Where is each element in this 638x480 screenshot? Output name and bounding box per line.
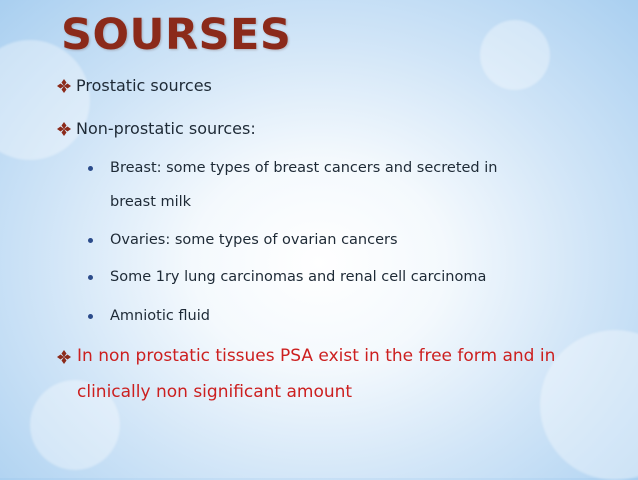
sub-bullet-text: Amniotic fluid (110, 308, 210, 324)
bullet-text: Non-prostatic sources: (76, 119, 256, 138)
sub-bullet-text: Some 1ry lung carcinomas and renal cell carcinoma (110, 269, 487, 285)
sub-bullet-continuation (110, 193, 191, 210)
dot-icon (88, 314, 93, 319)
dot-icon (88, 238, 93, 243)
four-diamond-icon (57, 350, 71, 364)
dot-icon (88, 275, 93, 280)
note-continuation (77, 384, 352, 401)
background-bokeh (480, 20, 550, 90)
sub-bullet-text: breast milk (110, 194, 192, 210)
four-diamond-icon (57, 79, 71, 93)
four-diamond-icon (57, 122, 71, 136)
bullet-text: Prostatic sources (76, 76, 212, 95)
note-text: In non prostatic tissues PSA exist in the free form and in (77, 346, 556, 366)
dot-icon (88, 166, 93, 171)
sub-bullet-text: Breast: some types of breast cancers and secreted in (110, 160, 498, 176)
sub-bullet-text: Ovaries: some types of ovarian cancers (110, 232, 398, 248)
slide-title: SOURSES (61, 10, 292, 60)
note-text: clinically non significant amount (77, 382, 353, 402)
